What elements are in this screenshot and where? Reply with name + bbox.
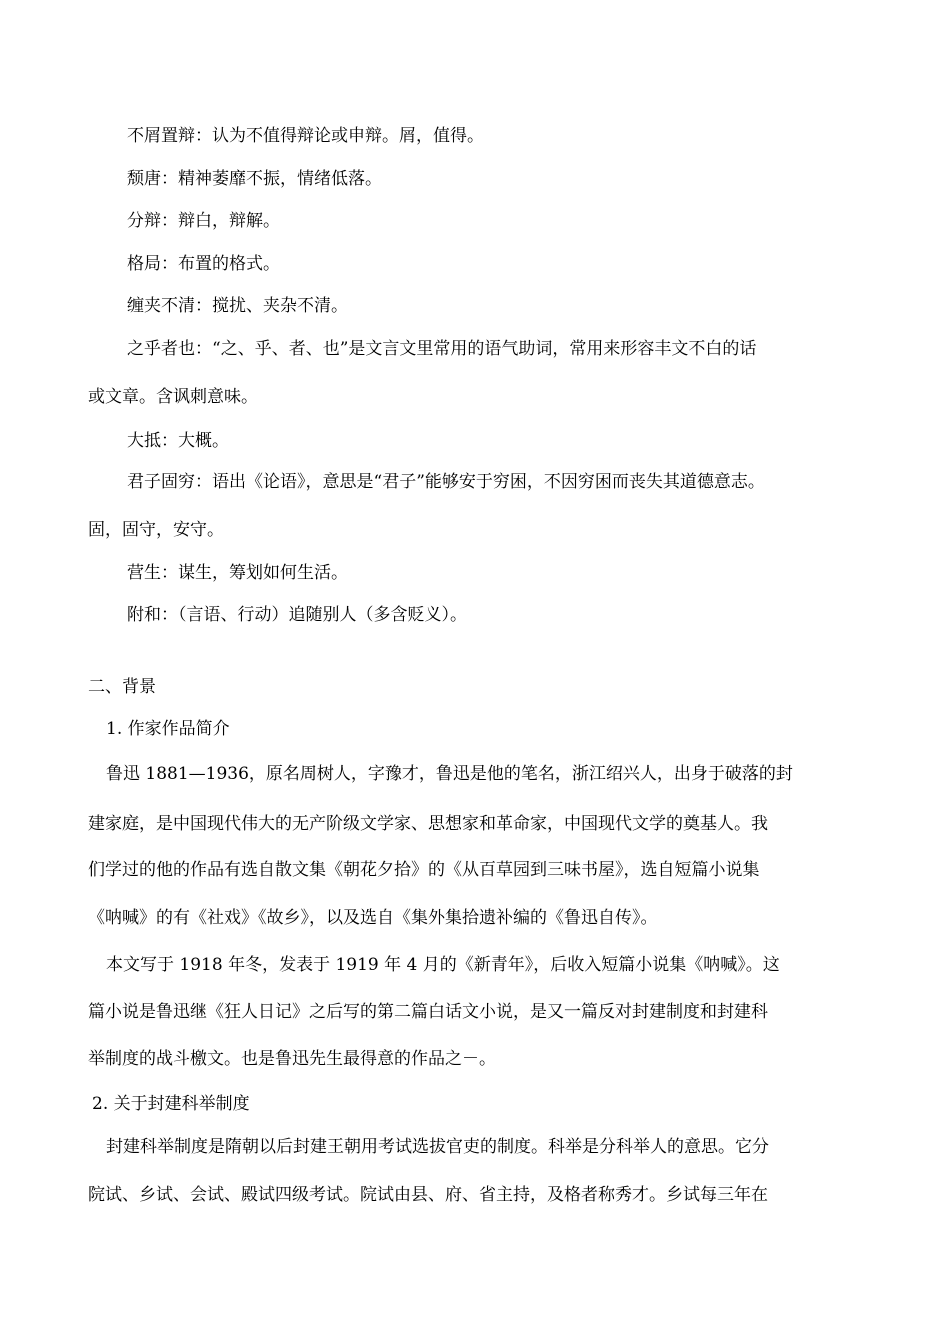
vocab-entry: 不屑置辩：认为不值得辩论或申辩。屑，值得。 [127, 126, 484, 146]
paragraph-line: 篇小说是鲁迅继《狂人日记》之后写的第二篇白话文小说，是又一篇反对封建制度和封建科 [88, 1002, 768, 1022]
vocab-entry: 之乎者也：“之、乎、者、也”是文言文里常用的语气助词，常用来形容丰文不白的话 [127, 339, 757, 359]
paragraph-line: 封建科举制度是隋朝以后封建王朝用考试选拔官吏的制度。科举是分科举人的意思。它分 [106, 1137, 769, 1157]
vocab-entry: 君子固穷：语出《论语》，意思是“君子”能够安于穷困，不因穷困而丧失其道德意志。 [127, 472, 765, 492]
paragraph-line: 《呐喊》的有《社戏》《故乡》，以及选自《集外集拾遗补编的《鲁迅自传》。 [88, 908, 658, 928]
vocab-entry: 格局：布置的格式。 [127, 254, 280, 274]
vocab-entry-continuation: 或文章。含讽刺意味。 [88, 387, 258, 407]
paragraph-line: 本文写于 1918 年冬，发表于 1919 年 4 月的《新青年》，后收入短篇小说集《呐喊》。这 [106, 955, 780, 975]
vocab-entry: 颓唐：精神萎靡不振，情绪低落。 [127, 169, 382, 189]
vocab-entry: 缠夹不清：搅扰、夹杂不清。 [127, 296, 348, 316]
vocab-entry: 大抵：大概。 [127, 431, 229, 451]
paragraph-line: 举制度的战斗檄文。也是鲁迅先生最得意的作品之－。 [88, 1049, 496, 1069]
paragraph-line: 院试、乡试、会试、殿试四级考试。院试由县、府、省主持，及格者称秀才。乡试每三年在 [88, 1185, 768, 1205]
subsection-title: 1. 作家作品简介 [106, 719, 230, 739]
paragraph-line: 鲁迅 1881—1936，原名周树人，字豫才，鲁迅是他的笔名，浙江绍兴人，出身于破落的封 [106, 764, 793, 784]
subsection-title: 2. 关于封建科举制度 [92, 1094, 250, 1114]
vocab-entry: 营生：谋生，筹划如何生活。 [127, 563, 348, 583]
vocab-entry: 分辩：辩白，辩解。 [127, 211, 280, 231]
vocab-entry-continuation: 固，固守，安守。 [88, 520, 224, 540]
paragraph-line: 们学过的他的作品有选自散文集《朝花夕拾》的《从百草园到三味书屋》，选自短篇小说集 [88, 860, 760, 880]
paragraph-line: 建家庭，是中国现代伟大的无产阶级文学家、思想家和革命家，中国现代文学的奠基人。我 [88, 814, 768, 834]
section-heading: 二、背景 [88, 677, 156, 697]
vocab-entry: 附和：（言语、行动）追随别人（多含贬义）。 [127, 605, 467, 625]
